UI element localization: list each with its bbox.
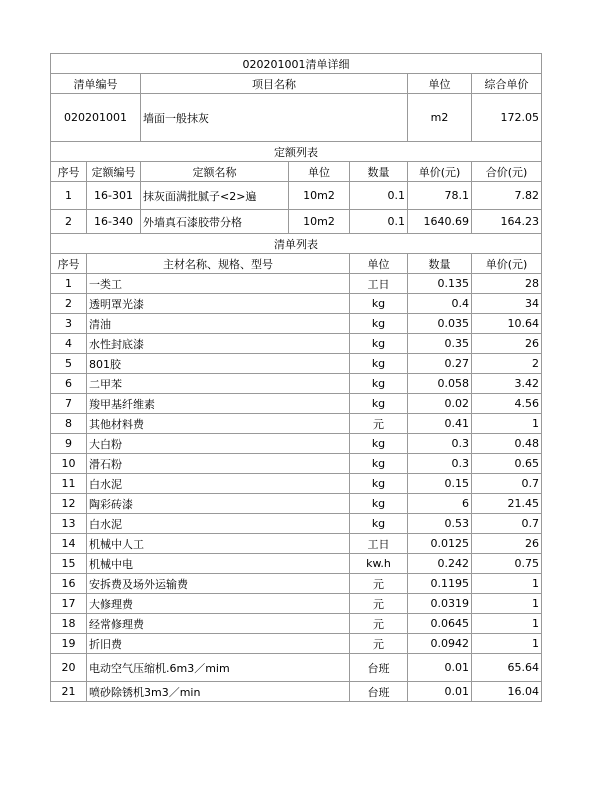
material-no: 19 [51, 634, 87, 654]
material-row [51, 274, 542, 294]
quota-name: 抹灰面满批腻子<2>遍 [141, 182, 289, 210]
quota-col-price: 单价(元) [408, 162, 472, 182]
material-no: 15 [51, 554, 87, 574]
unit-header: 单位 [408, 74, 472, 94]
material-name: 经常修理费 [87, 614, 350, 634]
quota-section-title: 定额列表 [51, 142, 542, 162]
material-unit: 元 [350, 414, 408, 434]
material-qty: 0.135 [408, 274, 472, 294]
material-price: 0.48 [472, 434, 542, 454]
material-price: 0.75 [472, 554, 542, 574]
material-qty: 0.53 [408, 514, 472, 534]
quota-total: 164.23 [472, 210, 542, 234]
quota-code: 16-340 [87, 210, 141, 234]
quota-no: 1 [51, 182, 87, 210]
material-no: 21 [51, 682, 87, 702]
material-name: 水性封底漆 [87, 334, 350, 354]
material-qty: 0.0942 [408, 634, 472, 654]
material-no: 16 [51, 574, 87, 594]
material-no: 8 [51, 414, 87, 434]
material-no: 3 [51, 314, 87, 334]
material-price: 0.7 [472, 474, 542, 494]
material-name: 清油 [87, 314, 350, 334]
quota-unit: 10m2 [289, 210, 350, 234]
material-row [51, 334, 542, 354]
material-name: 二甲苯 [87, 374, 350, 394]
material-qty: 0.0319 [408, 594, 472, 614]
material-price: 26 [472, 534, 542, 554]
material-qty: 6 [408, 494, 472, 514]
material-qty: 0.0645 [408, 614, 472, 634]
material-name: 喷砂除锈机3m3／min [87, 682, 350, 702]
material-name: 电动空气压缩机.6m3／mim [87, 654, 350, 682]
material-unit: kg [350, 334, 408, 354]
material-qty: 0.0125 [408, 534, 472, 554]
material-price: 65.64 [472, 654, 542, 682]
material-name: 其他材料费 [87, 414, 350, 434]
material-name: 滑石粉 [87, 454, 350, 474]
material-row [51, 574, 542, 594]
material-unit: 工日 [350, 534, 408, 554]
material-row [51, 354, 542, 374]
material-qty: 0.02 [408, 394, 472, 414]
material-unit: kg [350, 374, 408, 394]
material-name: 一类工 [87, 274, 350, 294]
material-qty: 0.242 [408, 554, 472, 574]
material-price: 0.65 [472, 454, 542, 474]
material-unit: kg [350, 294, 408, 314]
material-row [51, 414, 542, 434]
quota-no: 2 [51, 210, 87, 234]
quota-qty: 0.1 [350, 210, 408, 234]
table-title: 020201001清单详细 [51, 54, 542, 74]
material-qty: 0.01 [408, 682, 472, 702]
material-price: 28 [472, 274, 542, 294]
materials-header-row [51, 254, 542, 274]
material-qty: 0.15 [408, 474, 472, 494]
quota-total: 7.82 [472, 182, 542, 210]
item-unit: m2 [408, 94, 472, 142]
material-row [51, 614, 542, 634]
quota-name: 外墙真石漆胶带分格 [141, 210, 289, 234]
material-price: 1 [472, 574, 542, 594]
detail-table [50, 53, 542, 702]
material-row [51, 474, 542, 494]
material-row [51, 554, 542, 574]
material-row [51, 654, 542, 682]
quota-unit: 10m2 [289, 182, 350, 210]
item-code: 020201001 [51, 94, 141, 142]
mat-col-unit: 单位 [350, 254, 408, 274]
material-row [51, 314, 542, 334]
quota-col-qty: 数量 [350, 162, 408, 182]
materials-section-title: 清单列表 [51, 234, 542, 254]
material-no: 7 [51, 394, 87, 414]
quota-col-code: 定额编号 [87, 162, 141, 182]
material-row [51, 494, 542, 514]
code-header: 清单编号 [51, 74, 141, 94]
material-price: 1 [472, 594, 542, 614]
mat-col-qty: 数量 [408, 254, 472, 274]
material-price: 0.7 [472, 514, 542, 534]
material-row [51, 294, 542, 314]
material-row [51, 374, 542, 394]
material-no: 9 [51, 434, 87, 454]
mat-col-no: 序号 [51, 254, 87, 274]
material-no: 6 [51, 374, 87, 394]
material-unit: kg [350, 394, 408, 414]
material-row [51, 594, 542, 614]
material-row [51, 682, 542, 702]
material-no: 5 [51, 354, 87, 374]
mat-col-name: 主材名称、规格、型号 [87, 254, 350, 274]
material-unit: kg [350, 494, 408, 514]
price-header: 综合单价 [472, 74, 542, 94]
material-qty: 0.058 [408, 374, 472, 394]
material-name: 透明罩光漆 [87, 294, 350, 314]
quota-col-name: 定额名称 [141, 162, 289, 182]
material-unit: kg [350, 314, 408, 334]
material-qty: 0.1195 [408, 574, 472, 594]
material-no: 14 [51, 534, 87, 554]
material-price: 21.45 [472, 494, 542, 514]
material-name: 机械中人工 [87, 534, 350, 554]
material-unit: 元 [350, 614, 408, 634]
material-price: 2 [472, 354, 542, 374]
name-header: 项目名称 [141, 74, 408, 94]
material-name: 白水泥 [87, 474, 350, 494]
material-unit: 台班 [350, 682, 408, 702]
material-price: 3.42 [472, 374, 542, 394]
quota-price: 1640.69 [408, 210, 472, 234]
material-unit: 元 [350, 594, 408, 614]
material-row [51, 634, 542, 654]
material-price: 16.04 [472, 682, 542, 702]
material-qty: 0.4 [408, 294, 472, 314]
quota-header-row [51, 162, 542, 182]
material-price: 10.64 [472, 314, 542, 334]
material-row [51, 454, 542, 474]
material-name: 大修理费 [87, 594, 350, 614]
quota-col-no: 序号 [51, 162, 87, 182]
material-name: 陶彩砖漆 [87, 494, 350, 514]
material-qty: 0.01 [408, 654, 472, 682]
material-no: 12 [51, 494, 87, 514]
material-price: 34 [472, 294, 542, 314]
material-qty: 0.27 [408, 354, 472, 374]
material-name: 折旧费 [87, 634, 350, 654]
material-name: 机械中电 [87, 554, 350, 574]
item-name: 墙面一般抹灰 [141, 94, 408, 142]
material-price: 1 [472, 614, 542, 634]
material-qty: 0.3 [408, 434, 472, 454]
item-price: 172.05 [472, 94, 542, 142]
material-unit: 工日 [350, 274, 408, 294]
material-row [51, 514, 542, 534]
mat-col-price: 单价(元) [472, 254, 542, 274]
material-qty: 0.3 [408, 454, 472, 474]
material-unit: kw.h [350, 554, 408, 574]
material-name: 801胶 [87, 354, 350, 374]
material-unit: kg [350, 514, 408, 534]
material-no: 13 [51, 514, 87, 534]
material-price: 4.56 [472, 394, 542, 414]
material-unit: kg [350, 354, 408, 374]
material-row [51, 434, 542, 454]
quota-price: 78.1 [408, 182, 472, 210]
quota-row [51, 210, 542, 234]
material-no: 1 [51, 274, 87, 294]
material-unit: kg [350, 434, 408, 454]
material-qty: 0.41 [408, 414, 472, 434]
material-unit: 元 [350, 574, 408, 594]
quota-col-unit: 单位 [289, 162, 350, 182]
material-row [51, 394, 542, 414]
material-qty: 0.035 [408, 314, 472, 334]
material-no: 17 [51, 594, 87, 614]
material-no: 11 [51, 474, 87, 494]
material-price: 1 [472, 414, 542, 434]
material-no: 20 [51, 654, 87, 682]
quota-qty: 0.1 [350, 182, 408, 210]
material-price: 26 [472, 334, 542, 354]
quota-code: 16-301 [87, 182, 141, 210]
material-no: 4 [51, 334, 87, 354]
material-row [51, 534, 542, 554]
material-qty: 0.35 [408, 334, 472, 354]
material-name: 白水泥 [87, 514, 350, 534]
material-no: 10 [51, 454, 87, 474]
material-no: 18 [51, 614, 87, 634]
material-unit: 台班 [350, 654, 408, 682]
material-unit: 元 [350, 634, 408, 654]
material-price: 1 [472, 634, 542, 654]
material-name: 大白粉 [87, 434, 350, 454]
quota-col-total: 合价(元) [472, 162, 542, 182]
material-no: 2 [51, 294, 87, 314]
material-unit: kg [350, 454, 408, 474]
material-unit: kg [350, 474, 408, 494]
material-name: 羧甲基纤维素 [87, 394, 350, 414]
material-name: 安拆费及场外运输费 [87, 574, 350, 594]
quota-row [51, 182, 542, 210]
